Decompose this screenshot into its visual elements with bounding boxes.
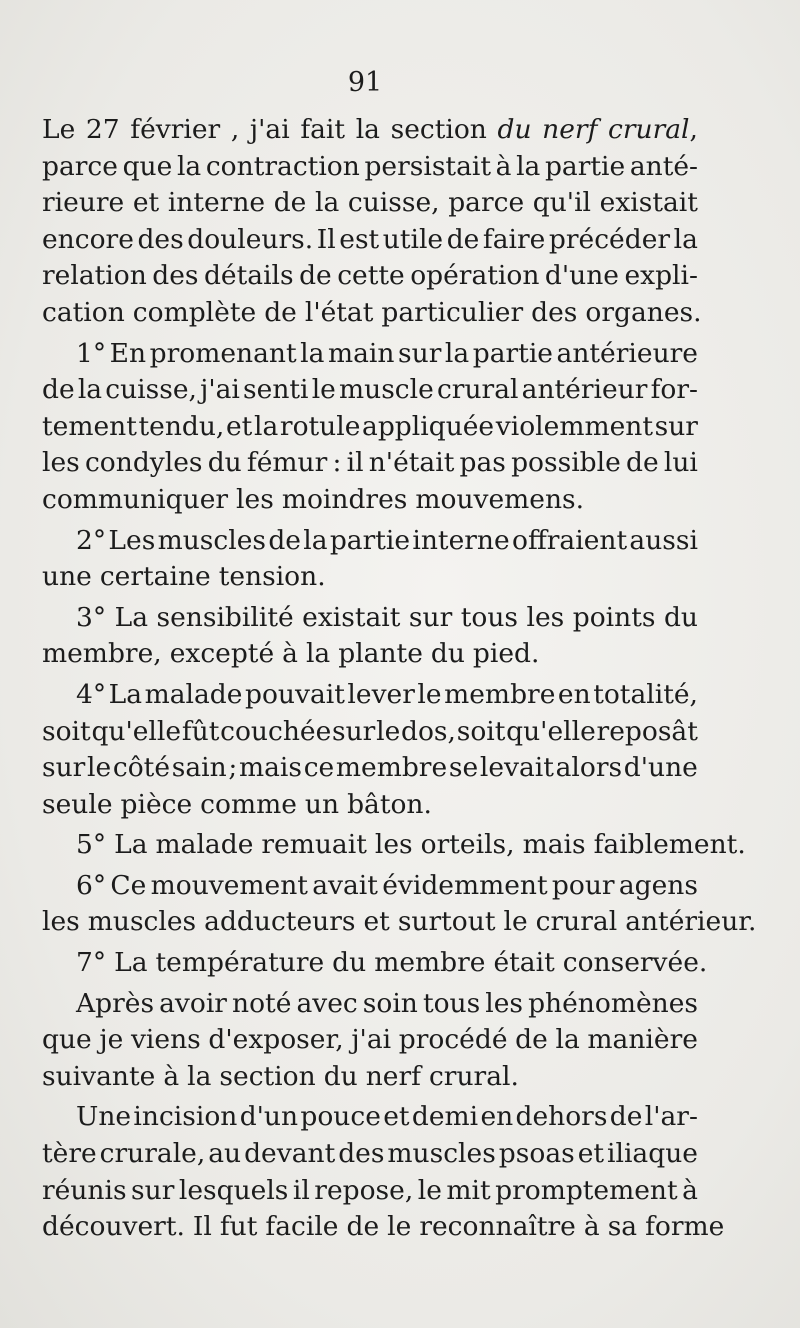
text-line (42, 1173, 698, 1210)
word: procédé (398, 1024, 508, 1056)
word: interne (167, 187, 266, 219)
text-line (42, 868, 698, 905)
word: du (497, 114, 532, 145)
word: à (682, 1174, 698, 1206)
text-line (42, 1136, 698, 1173)
word: muscles (157, 524, 267, 556)
word: ce (303, 752, 335, 784)
word: tère (42, 1138, 97, 1170)
text-line (42, 1059, 698, 1096)
word: fût (181, 715, 220, 747)
word: et (226, 410, 253, 442)
word: la (444, 337, 470, 369)
word: adducteurs (204, 906, 356, 938)
word: j'ai (351, 1024, 392, 1056)
word: violemment (495, 410, 653, 442)
word: de (446, 223, 480, 255)
word: comme (200, 788, 297, 820)
word: et (577, 1138, 605, 1170)
word: devant (244, 1138, 336, 1170)
word: manière (587, 1024, 698, 1056)
word: pièce (120, 788, 193, 820)
text-line (42, 222, 698, 259)
text-line (42, 636, 698, 673)
word: certaine (99, 561, 211, 593)
word: Les (108, 524, 156, 556)
word: antérieure (556, 337, 698, 369)
word: j'ai (200, 374, 240, 406)
word: 1° (76, 337, 107, 369)
word: mouvement (150, 869, 308, 901)
word: sain (171, 752, 227, 784)
text-line (42, 1022, 698, 1059)
word: était (493, 947, 555, 979)
word: parce (42, 150, 118, 182)
word: en (557, 678, 591, 710)
word: partie (544, 150, 626, 182)
word: la (77, 374, 103, 406)
word: faiblement. (593, 829, 746, 861)
word: surtout (397, 906, 496, 938)
word: senti (243, 374, 309, 406)
word: Il (192, 1211, 212, 1243)
word: forme (645, 1211, 725, 1243)
word: noté (232, 987, 292, 1019)
word: du (332, 947, 367, 979)
word: promenant (149, 337, 297, 369)
word: à (282, 638, 298, 670)
word: 7° (76, 947, 107, 979)
word: l'ar- (644, 1101, 698, 1133)
word: antérieur. (625, 906, 757, 938)
word: de (515, 1024, 548, 1056)
page-number: 91 (347, 67, 383, 98)
word: , (230, 114, 240, 145)
word: nerf (365, 1060, 421, 1092)
word: fait (300, 114, 346, 145)
word: la (187, 1060, 212, 1092)
word: avec (296, 987, 358, 1019)
text-line (42, 986, 698, 1023)
word: Le (42, 114, 76, 145)
text-line (42, 945, 708, 982)
word: de (626, 447, 659, 479)
word: la (555, 1024, 580, 1056)
word: promptement (495, 1174, 678, 1206)
text-line (42, 600, 698, 637)
word: aussi (629, 524, 698, 556)
word: sur (408, 601, 453, 633)
text-line (42, 787, 698, 824)
word: malade (155, 829, 254, 861)
word: plante (338, 638, 423, 670)
word: communiquer (42, 483, 229, 515)
word: psoas (498, 1138, 575, 1170)
word: les (42, 447, 80, 479)
word: qu'elle (506, 715, 596, 747)
word: organes. (585, 296, 702, 328)
word: le (417, 678, 442, 710)
word: température (155, 947, 325, 979)
word: lui (663, 447, 698, 479)
word: nerf (542, 114, 598, 145)
word: bâton. (347, 788, 432, 820)
word: phénomènes (528, 987, 698, 1019)
word: 6° (76, 869, 107, 901)
word: anté- (629, 150, 698, 182)
word: du (430, 638, 465, 670)
word: 3° (76, 601, 107, 633)
word: utile (382, 223, 444, 255)
word: du (663, 601, 698, 633)
word: suivante (42, 1060, 156, 1092)
word: moindres (281, 483, 408, 515)
word: le (417, 1174, 442, 1206)
word: faire (482, 223, 546, 255)
word: se (448, 752, 479, 784)
text-line (42, 295, 702, 332)
word: février (130, 114, 221, 145)
word: la (305, 638, 331, 670)
word: des (137, 223, 184, 255)
word: La (114, 829, 148, 861)
word: avoir (159, 987, 227, 1019)
word: le (311, 374, 336, 406)
word: douleurs. (187, 223, 314, 255)
word: opération (410, 260, 540, 292)
word: à (495, 150, 512, 182)
word: sa (607, 1211, 638, 1243)
word: de (346, 1211, 380, 1243)
word: d'exposer, (208, 1024, 344, 1056)
word: alors (555, 752, 623, 784)
word: points (572, 601, 656, 633)
word: du (207, 447, 242, 479)
word: je (99, 1024, 124, 1056)
word: tous (460, 601, 519, 633)
word: soin (362, 987, 418, 1019)
word: de (264, 296, 297, 328)
word: persistait (364, 150, 491, 182)
word: les (374, 829, 413, 861)
word: pas (459, 447, 506, 479)
word: et (383, 1101, 410, 1133)
word: contraction (205, 150, 360, 182)
word: orteils, (420, 829, 515, 861)
word: n'était (368, 447, 455, 479)
word: ; (228, 752, 238, 784)
word: possible (511, 447, 621, 479)
word: relation (42, 260, 147, 292)
text-line (42, 827, 746, 864)
word: tendu, (138, 410, 225, 442)
word: remuait (261, 829, 367, 861)
text-line (42, 1209, 725, 1246)
text-line (42, 185, 698, 222)
text-line (42, 336, 698, 373)
word: Ce (110, 869, 147, 901)
word: l'état (304, 296, 374, 328)
word: Après (76, 987, 155, 1019)
word: crural. (428, 1060, 519, 1092)
word: sur (131, 1174, 175, 1206)
word: il (292, 1174, 310, 1206)
text-line (42, 258, 698, 295)
word: cation (42, 296, 125, 328)
word: repose, (314, 1174, 414, 1206)
word: membre, (42, 638, 162, 670)
word: rieure (42, 187, 125, 219)
word: détails (203, 260, 294, 292)
word: de (273, 187, 307, 219)
word: 27 (85, 114, 120, 145)
word: de (609, 1101, 643, 1133)
word: mais (522, 829, 586, 861)
word: parce (448, 187, 525, 219)
word: pour (551, 869, 615, 901)
word: que (122, 150, 173, 182)
word: mais (238, 752, 302, 784)
word: découvert. (42, 1211, 185, 1243)
word: La (114, 601, 149, 633)
word: 4° (76, 678, 107, 710)
word: Une (76, 1101, 132, 1133)
word: incision (133, 1101, 238, 1133)
word: iliaque (607, 1138, 698, 1170)
word: précéder (548, 223, 671, 255)
word: lesquels (178, 1174, 289, 1206)
word: et (132, 187, 160, 219)
word: fémur (246, 447, 328, 479)
word: section (219, 1060, 316, 1092)
word: tous (422, 987, 481, 1019)
word: 2° (76, 524, 107, 556)
word: qu'il (532, 187, 592, 219)
word: d'une (623, 752, 698, 784)
word: côté (112, 752, 171, 784)
word: partie (329, 524, 411, 556)
word: mit (446, 1174, 491, 1206)
text-line (42, 482, 698, 519)
text-line (42, 750, 698, 787)
word: la (300, 337, 325, 369)
word: expli- (624, 260, 698, 292)
word: les (485, 987, 524, 1019)
word: la (176, 150, 202, 182)
word: La (114, 947, 148, 979)
word: sensibilité (156, 601, 294, 633)
word: est (339, 223, 380, 255)
word: tension. (218, 561, 326, 593)
word: la (673, 223, 698, 255)
word: avait (312, 869, 378, 901)
word: de (299, 260, 332, 292)
word: crurale, (99, 1138, 206, 1170)
word: il (346, 447, 364, 479)
word: qu'elle (91, 715, 182, 747)
word: d'un (239, 1101, 299, 1133)
word: le (387, 1211, 412, 1243)
word: mouvemens. (415, 483, 585, 515)
word: excepté (169, 638, 275, 670)
text-line (42, 445, 698, 482)
word: sur (42, 752, 86, 784)
word: : (332, 447, 342, 479)
word: appliquée (362, 410, 495, 442)
word: crural (436, 374, 519, 406)
word: En (109, 337, 147, 369)
word: existait (599, 187, 698, 219)
word: un (304, 788, 340, 820)
word: main (328, 337, 395, 369)
text-line (42, 409, 698, 446)
word: cette (337, 260, 405, 292)
word: sur (398, 337, 442, 369)
word: j'ai (249, 114, 290, 145)
word: la (516, 150, 541, 182)
word: seule (42, 788, 113, 820)
word: pouvait (244, 678, 345, 710)
word: à (163, 1060, 180, 1092)
word: rotule (279, 410, 361, 442)
word: les (526, 601, 565, 633)
text-line (42, 372, 698, 409)
word: le (503, 906, 528, 938)
word: du (323, 1060, 358, 1092)
word: crural, (608, 114, 698, 145)
text-line (42, 149, 698, 186)
word: soit (456, 715, 506, 747)
word: sur (654, 410, 698, 442)
word: des (531, 296, 578, 328)
word: levait (479, 752, 554, 784)
body-text (42, 112, 757, 1246)
text-line (42, 1099, 698, 1136)
word: une (42, 561, 92, 593)
word: fut (219, 1211, 258, 1243)
word: muscles (387, 1138, 496, 1170)
word: encore (42, 223, 134, 255)
word: tement (42, 410, 137, 442)
word: de (268, 524, 301, 556)
text-line (42, 677, 698, 714)
word: agens (618, 869, 698, 901)
word: reconnaître (419, 1211, 576, 1243)
word: condyles (84, 447, 203, 479)
word: conservée. (562, 947, 708, 979)
word: facile (265, 1211, 339, 1243)
word: pied. (472, 638, 540, 670)
word: complète (132, 296, 257, 328)
word: soit (42, 715, 91, 747)
word: membre (444, 678, 556, 710)
word: 5° (76, 829, 107, 861)
word: et (363, 906, 390, 938)
word: la (253, 410, 279, 442)
word: dos, (401, 715, 456, 747)
word: évidemment (382, 869, 548, 901)
text-line (42, 523, 698, 560)
word: for- (650, 374, 698, 406)
word: reposât (596, 715, 698, 747)
word: le (376, 715, 401, 747)
text-line (42, 559, 698, 596)
word: le (87, 752, 112, 784)
word: demi (411, 1101, 479, 1133)
word: muscles (87, 906, 197, 938)
word: à (583, 1211, 600, 1243)
word: crural (535, 906, 618, 938)
text-line (42, 904, 757, 941)
word: La (108, 678, 143, 710)
word: particulier (381, 296, 524, 328)
word: cuisse, (105, 374, 197, 406)
word: en (480, 1101, 514, 1133)
word: que (42, 1024, 92, 1056)
word: section (390, 114, 487, 145)
word: sur (332, 715, 376, 747)
word: totalité, (593, 678, 698, 710)
word: malade (144, 678, 243, 710)
word: les (236, 483, 274, 515)
word: dehors (515, 1101, 608, 1133)
word: les (42, 906, 80, 938)
word: existait (302, 601, 401, 633)
word: de (42, 374, 75, 406)
word: au (208, 1138, 242, 1170)
word: offraient (511, 524, 628, 556)
word: partie (472, 337, 553, 369)
word: cuisse, (347, 187, 440, 219)
word: des (152, 260, 199, 292)
text-line (42, 714, 698, 751)
word: Il (316, 223, 336, 255)
word: lever (347, 678, 415, 710)
word: pouce (300, 1101, 381, 1133)
text-line (42, 112, 698, 149)
word: membre (374, 947, 486, 979)
word: muscle (339, 374, 434, 406)
word: viens (130, 1024, 201, 1056)
word: des (338, 1138, 385, 1170)
word: la (314, 187, 340, 219)
word: membre (335, 752, 448, 784)
word: réunis (42, 1174, 127, 1206)
word: d'une (544, 260, 619, 292)
word: interne (412, 524, 510, 556)
word: antérieur (521, 374, 648, 406)
word: couchée (220, 715, 332, 747)
word: la (355, 114, 380, 145)
word: la (303, 524, 328, 556)
